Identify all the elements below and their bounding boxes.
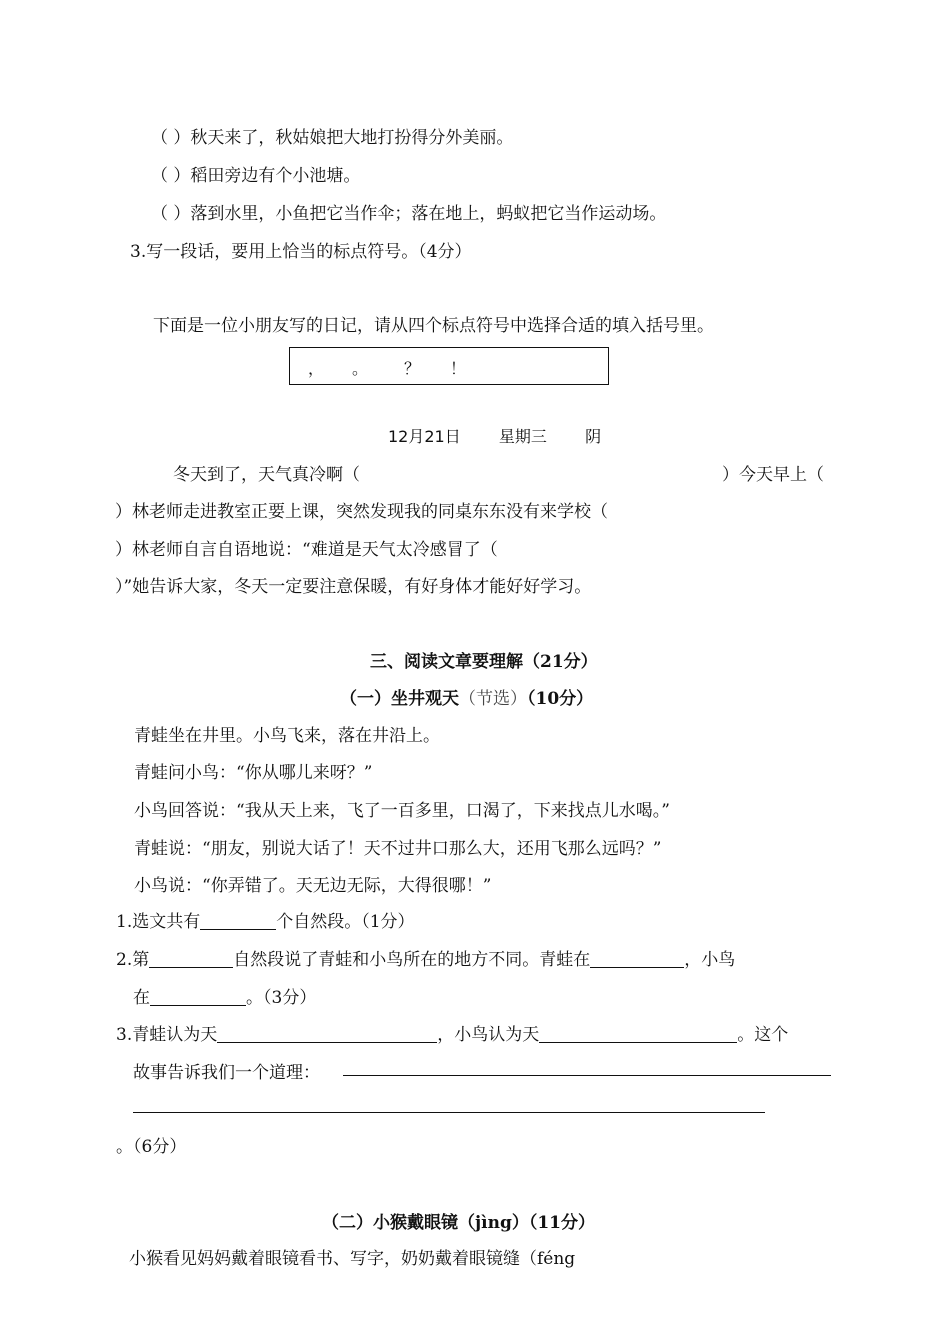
option-text: 落到水里，小鱼把它当作伞；落在地上，蚂蚁把它当作运动场。: [190, 204, 667, 224]
question-text: 1.选文共有: [116, 912, 201, 932]
diary-weekday: 星期三: [498, 427, 547, 446]
passage-1-question-2-cont: [133, 983, 316, 1008]
answer-paren[interactable]: （ ）: [151, 128, 191, 148]
question-text: 。这个: [737, 1025, 789, 1045]
passage-1-question-3-end: 。（6分）: [116, 1137, 187, 1157]
answer-blank[interactable]: [200, 911, 276, 930]
answer-paren[interactable]: （ ）: [151, 166, 191, 186]
question-text: 。（3分）: [246, 988, 317, 1008]
passage-1-score: （10分）: [527, 689, 594, 709]
option-text: 秋天来了，秋姑娘把大地打扮得分外美丽。: [190, 128, 514, 148]
question-text: 故事告诉我们一个道理：: [133, 1063, 320, 1083]
section-3-title: 三、阅读文章要理解（21分）: [370, 652, 598, 672]
option-1: [151, 123, 513, 148]
passage-2-title: （二）小猴戴眼镜（jìng）（11分）: [322, 1213, 596, 1233]
option-text: 稻田旁边有个小池塘。: [190, 166, 361, 186]
passage-line: 青蛙说：“朋友，别说大话了！天不过井口那么大，还用飞那么远吗？”: [134, 839, 662, 859]
passage-1-note: （节选）: [459, 689, 527, 709]
passage-line: 青蛙坐在井里。小鸟飞来，落在井沿上。: [134, 726, 440, 746]
diary-line-4: ）”她告诉大家，冬天一定要注意保暖，有好身体才能好好学习。: [115, 577, 592, 597]
diary-line-1a: 冬天到了，天气真冷啊（: [173, 465, 360, 485]
answer-line[interactable]: [343, 1075, 831, 1076]
question-3-instruction: 下面是一位小朋友写的日记，请从四个标点符号中选择合适的填入括号里。: [153, 316, 714, 336]
answer-paren[interactable]: （ ）: [151, 204, 191, 224]
diary-header: [388, 424, 601, 447]
passage-line: 小鸟回答说：“我从天上来，飞了一百多里，口渴了，下来找点儿水喝。”: [134, 801, 670, 821]
question-text: 自然段说了青蛙和小鸟所在的地方不同。青蛙在: [233, 950, 591, 970]
passage-1-name: （一）坐井观天: [340, 689, 459, 709]
question-text: ，小鸟: [684, 950, 736, 970]
diary-line-3: ）林老师自言自语地说：“难道是天气太冷感冒了（: [115, 540, 498, 560]
question-text: 2.第: [116, 950, 150, 970]
option-2: [151, 161, 360, 186]
answer-blank[interactable]: [149, 949, 233, 968]
symbol-comma: ，: [308, 359, 325, 378]
question-text: 3.青蛙认为天: [116, 1025, 218, 1045]
passage-1-question-3-cont: [133, 1058, 320, 1083]
passage-line: 小鸟说：“你弄错了。天无边无际，大得很哪！”: [134, 876, 492, 896]
punctuation-box: [289, 347, 609, 385]
diary-weather: 阴: [585, 427, 602, 446]
question-3-title: 3.写一段话，要用上恰当的标点符号。（4分）: [130, 242, 472, 262]
question-text: 个自然段。（1分）: [276, 912, 415, 932]
passage-2-line: 小猴看见妈妈戴着眼镜看书、写字，奶奶戴着眼镜缝（féng: [129, 1249, 576, 1269]
option-3: [151, 199, 666, 224]
answer-blank[interactable]: [539, 1024, 737, 1043]
diary-line-2: ）林老师走进教室正要上课，突然发现我的同桌东东没有来学校（: [115, 502, 608, 522]
symbol-question: ？: [404, 359, 421, 378]
diary-line-1b: ）今天早上（: [722, 465, 824, 485]
passage-1-question-1: [116, 907, 415, 932]
passage-1-question-2: [116, 945, 735, 970]
question-text: ，小鸟认为天: [437, 1025, 540, 1045]
question-text: 在: [133, 988, 150, 1008]
answer-blank[interactable]: [150, 987, 246, 1006]
passage-1-question-3: [116, 1020, 788, 1045]
symbol-exclamation: ！: [450, 359, 467, 378]
passage-1-title: [340, 684, 593, 709]
answer-blank[interactable]: [217, 1024, 437, 1043]
answer-blank[interactable]: [590, 949, 684, 968]
passage-line: 青蛙问小鸟：“你从哪儿来呀？”: [134, 763, 373, 783]
diary-date: 12月21日: [388, 427, 461, 446]
symbol-period: 。: [352, 359, 369, 378]
answer-line[interactable]: [133, 1112, 765, 1113]
